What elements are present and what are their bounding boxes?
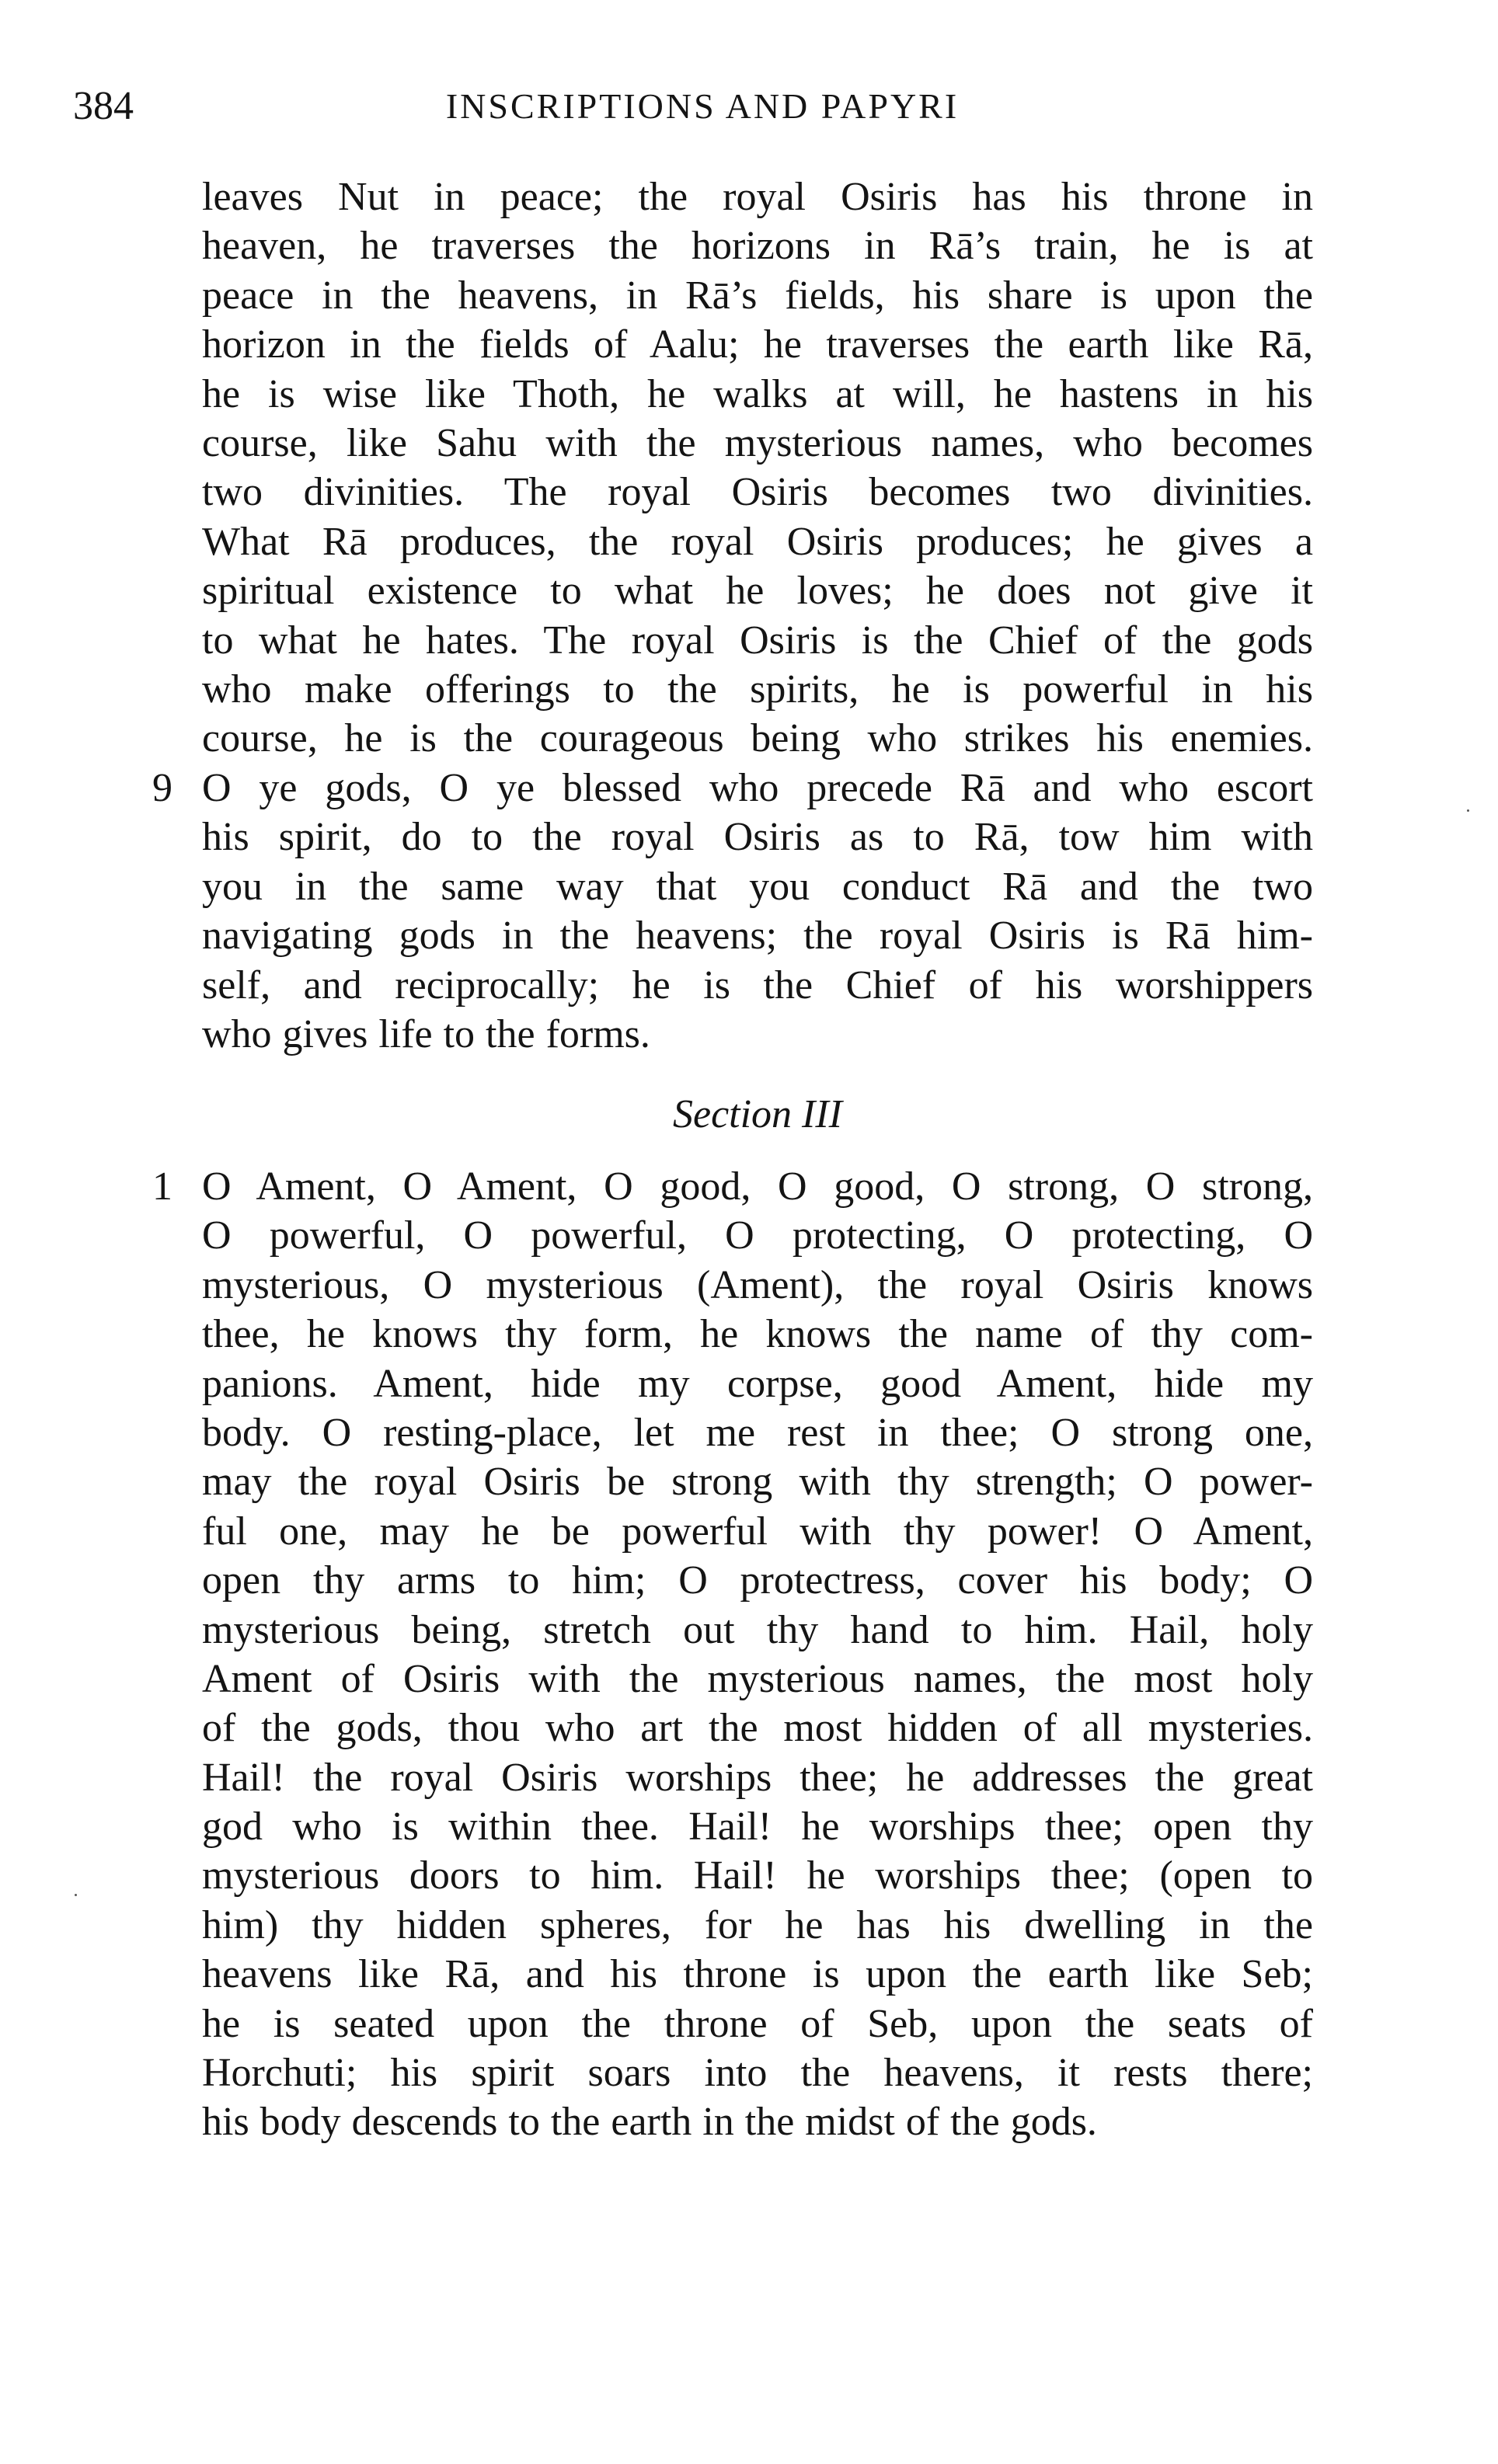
- text-line: ful one, may he be powerful with thy power! O Ament,: [202, 1509, 1313, 1554]
- scan-speck: [1467, 809, 1469, 812]
- text-line: O ye gods, O ye blessed who precede Rā and who escort: [202, 766, 1313, 810]
- text-line: O powerful, O powerful, O protecting, O protecting, O: [202, 1213, 1313, 1258]
- text-line: Horchuti; his spirit soars into the heavens, it rests there;: [202, 2051, 1313, 2096]
- text-line: him) thy hidden spheres, for he has his dwelling in the: [202, 1902, 1313, 1947]
- text-line: horizon in the fields of Aalu; he traverses the earth like Rā,: [202, 322, 1313, 367]
- text-line: panions. Ament, hide my corpse, good Ament, hide my: [202, 1361, 1313, 1406]
- text-line: What Rā produces, the royal Osiris produces; he gives a: [202, 519, 1313, 564]
- text-line: Ament of Osiris with the mysterious names, the most holy: [202, 1656, 1313, 1701]
- text-line: course, he is the courageous being who strikes his enemies.: [202, 716, 1313, 761]
- text-line: course, like Sahu with the mysterious names, who becomes: [202, 420, 1313, 465]
- text-line: leaves Nut in peace; the royal Osiris has his throne in: [202, 175, 1313, 219]
- text-line: two divinities. The royal Osiris becomes two divinities.: [202, 470, 1313, 515]
- text-line: to what he hates. The royal Osiris is the Chief of the gods: [202, 618, 1313, 663]
- page-header: [73, 79, 1332, 134]
- text-line: he is seated upon the throne of Seb, upon the seats of: [202, 2001, 1313, 2046]
- text-line: O Ament, O Ament, O good, O good, O strong, O strong,: [202, 1164, 1313, 1209]
- text-line: spiritual existence to what he loves; he does not give it: [202, 569, 1313, 614]
- text-line: may the royal Osiris be strong with thy strength; O power-: [202, 1460, 1313, 1505]
- running-head: INSCRIPTIONS AND PAPYRI: [445, 86, 960, 126]
- text-line: peace in the heavens, in Rā’s fields, his share is upon the: [202, 273, 1313, 318]
- paragraph-number: 1: [152, 1164, 172, 1209]
- text-line: who make offerings to the spirits, he is powerful in his: [202, 666, 1313, 712]
- page-number: 384: [73, 84, 134, 128]
- text-line: his spirit, do to the royal Osiris as to Rā, tow him with: [202, 815, 1313, 860]
- text-line: his body descends to the earth in the midst of the gods.: [202, 2100, 1097, 2145]
- text-line: navigating gods in the heavens; the royal Osiris is Rā him-: [202, 914, 1313, 959]
- text-line: of the gods, thou who art the most hidden of all mysteries.: [202, 1706, 1313, 1751]
- paragraph-9: [202, 764, 1313, 1059]
- text-line: mysterious being, stretch out thy hand to him. Hail, holy: [202, 1607, 1313, 1652]
- text-line: you in the same way that you conduct Rā and the two: [202, 864, 1313, 909]
- text-line: mysterious doors to him. Hail! he worships thee; (open to: [202, 1853, 1313, 1898]
- text-line: who gives life to the forms.: [202, 1011, 650, 1056]
- text-line: heavens like Rā, and his throne is upon the earth like Seb;: [202, 1952, 1313, 1997]
- paragraph-number: 9: [152, 766, 172, 810]
- text-line: mysterious, O mysterious (Ament), the royal Osiris knows: [202, 1262, 1313, 1307]
- text-line: self, and reciprocally; he is the Chief of his worshippers: [202, 962, 1313, 1008]
- text-line: thee, he knows thy form, he knows the name of thy com-: [202, 1312, 1313, 1357]
- text-line: god who is within thee. Hail! he worships thee; open thy: [202, 1804, 1313, 1850]
- text-line: heaven, he traverses the horizons in Rā’s train, he is at: [202, 224, 1313, 269]
- section-heading: Section III: [672, 1092, 842, 1136]
- continuation-paragraph: [202, 172, 1313, 764]
- text-line: open thy arms to him; O protectress, cover his body; O: [202, 1558, 1313, 1603]
- paragraph-1: [202, 1162, 1313, 2147]
- text-line: body. O resting-place, let me rest in thee; O strong one,: [202, 1410, 1313, 1455]
- text-line: he is wise like Thoth, he walks at will, he hastens in his: [202, 371, 1313, 416]
- text-line: Hail! the royal Osiris worships thee; he addresses the great: [202, 1755, 1313, 1800]
- scan-speck: [75, 1894, 77, 1896]
